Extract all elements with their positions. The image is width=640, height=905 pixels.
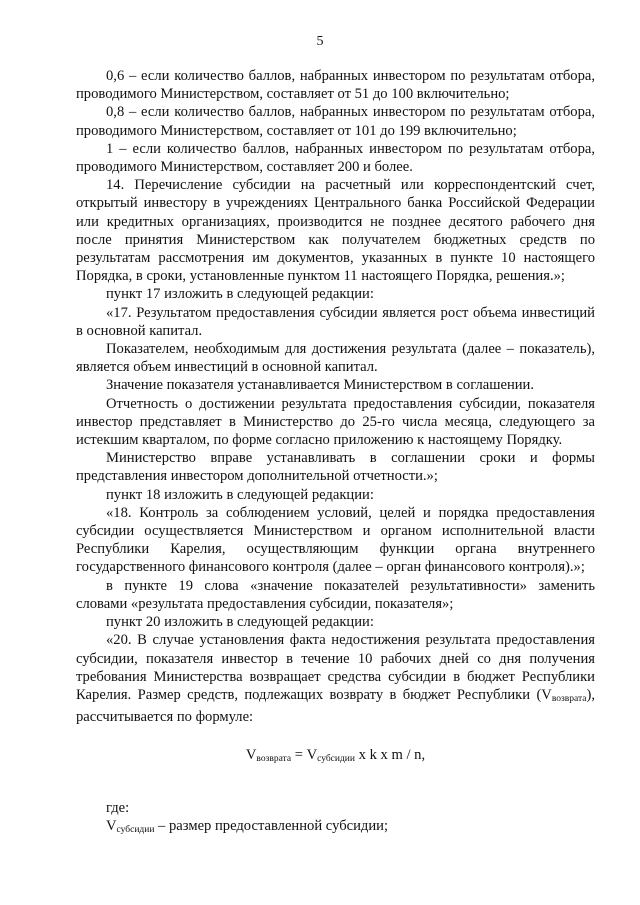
paragraph-item-19-replace: в пункте 19 слова «значение показателей результативности» заменить словами «результата предоставления субсидии, показателя»; <box>76 577 595 612</box>
formula-rest: x k x m / n, <box>354 747 426 764</box>
definition-text: – размер предоставленной субсидии; <box>154 817 389 834</box>
paragraph-item-17-value: Значение показателя устанавливается Министерством в соглашении. <box>106 377 535 394</box>
paragraph-coefficient-1: 1 – если количество баллов, набранных инвестором по результатам отбора, проводимого Министерством, составляет 200 и более. <box>76 140 595 176</box>
return-formula <box>76 746 595 768</box>
paragraph-item-20 <box>76 631 595 726</box>
paragraph-item-20-subscript: возврата <box>551 693 587 704</box>
formula-equals: = V <box>291 747 318 764</box>
paragraph-item-20-text: «20. В случае установления факта недостижения результата предоставления субсидии, показателя инвестор в течение 10 рабочих дней со дня получения требования Министерства возвращает средства субсидии в бюджет Республики Карелия. Размер средств, подлежащих возврату в бюджет Республики (V <box>76 632 595 703</box>
paragraph-amend-item-17: пункт 17 изложить в следующей редакции: <box>106 286 374 303</box>
paragraph-definition-subsidy <box>76 817 595 839</box>
paragraph-item-17-indicator: Показателем, необходимым для достижения результата (далее – показатель), является объем инвестиций в основной капитал. <box>76 341 595 376</box>
document-body <box>76 67 595 839</box>
formula-subscript-return: возврата <box>256 754 292 765</box>
paragraph-item-14: 14. Перечисление субсидии на расчетный или корреспондентский счет, открытый инвестору в учреждениях Центрального банка Российской Федерации или кредитных организациях, производится не позднее десятого рабочего дня после принятия Министерством как получателем бюджетных средств по результатам рассмотрения им документов, указанных в пункте 10 настоящего Порядка, в сроки, установленные пунктом 11 настоящего Порядка, решения.»; <box>76 177 595 285</box>
paragraph-item-18-control: «18. Контроль за соблюдением условий, целей и порядка предоставления субсидии осуществляется Министерством и органом исполнительной власти Республики Карелия, осуществляющим функции органа внутреннего государственного финансового контроля (далее – орган финансового контроля).»; <box>76 504 595 576</box>
definition-subscript: субсидии <box>116 824 155 835</box>
definition-v: V <box>106 817 117 834</box>
paragraph-amend-item-18: пункт 18 изложить в следующей редакции: <box>106 486 374 503</box>
page-number: 5 <box>316 34 324 49</box>
paragraph-item-20-tail: ), рассчитывается по формуле: <box>76 686 595 726</box>
formula-subscript-subsidy: субсидии <box>317 754 355 765</box>
formula-v: V <box>245 747 257 764</box>
paragraph-item-17-reporting: Отчетность о достижении результата предоставления субсидии, показателя инвестор представляет в Министерство до 25-го числа месяца, следующего за истекшим кварталом, по форме согласно приложению к настоящему Порядку. <box>76 395 595 449</box>
paragraph-item-17-result: «17. Результатом предоставления субсидии является рост объема инвестиций в основной капитал. <box>76 304 595 339</box>
paragraph-item-17-additional: Министерство вправе устанавливать в соглашении сроки и формы представления инвестором дополнительной отчетности.»; <box>76 450 595 485</box>
paragraph-amend-item-20: пункт 20 изложить в следующей редакции: <box>106 614 374 631</box>
paragraph-coefficient-0-8: 0,8 – если количество баллов, набранных инвестором по результатам отбора, проводимого Министерством, составляет от 101 до 199 включительно; <box>76 104 595 139</box>
paragraph-where: где: <box>106 799 130 816</box>
paragraph-coefficient-0-6: 0,6 – если количество баллов, набранных инвестором по результатам отбора, проводимого Министерством, составляет от 51 до 100 включительно; <box>76 68 595 103</box>
